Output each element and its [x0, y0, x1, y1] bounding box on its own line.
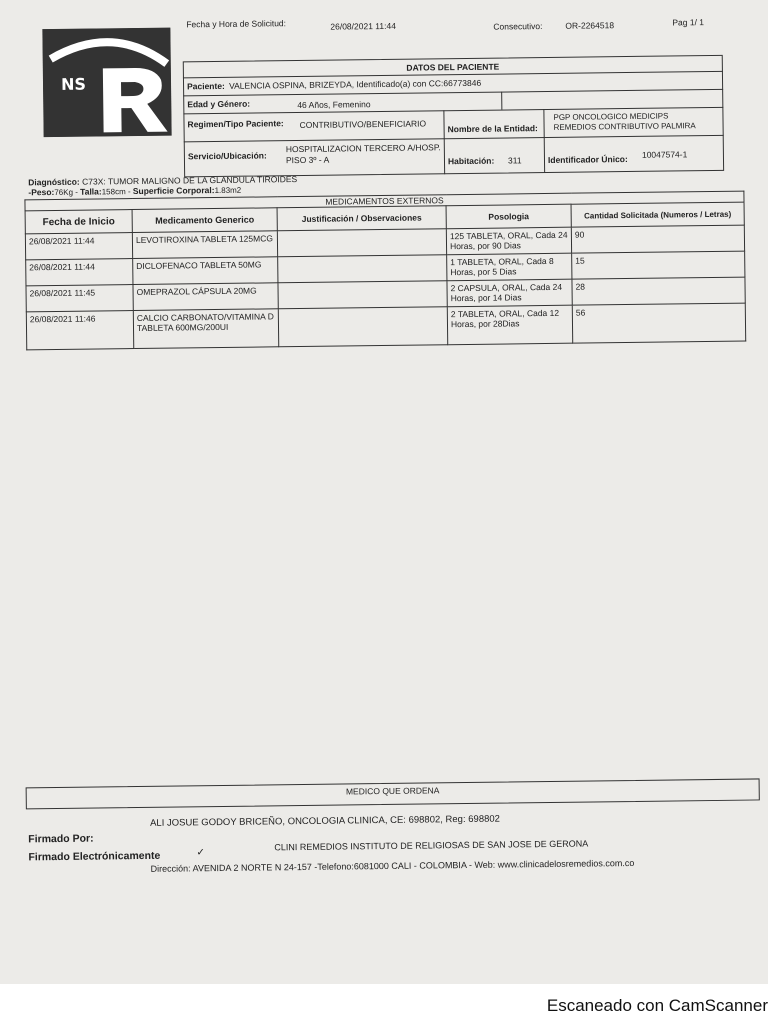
logo-text: NS	[60, 74, 87, 94]
medications-table	[24, 191, 746, 351]
height-label: Talla:	[80, 186, 102, 197]
row-justification	[277, 229, 446, 257]
weight-label: -Peso:	[28, 187, 55, 198]
patient-name-label: Paciente:	[186, 80, 225, 92]
consecutive-value: OR-2264518	[565, 20, 615, 31]
prescription-sheet	[0, 5, 752, 974]
entity-value-line1: PGP ONCOLOGICO MEDICIPS	[553, 111, 669, 122]
row-justification	[278, 281, 447, 309]
institution-name: CLINI REMEDIOS INSTITUTO DE RELIGIOSAS DE SAN JOSE DE GERONA	[274, 838, 589, 853]
regimen-label: Regimen/Tipo Paciente:	[187, 118, 284, 130]
surface-value: 1.83m2	[214, 185, 242, 196]
col-drug: Medicamento Generico	[132, 208, 277, 233]
row-dosage: 2 TABLETA, ORAL, Cada 12 Horas, por 28Dias	[447, 305, 572, 345]
row-quantity: 15	[572, 251, 745, 279]
checkmark-icon: ✓	[196, 847, 205, 859]
row-quantity: 56	[572, 303, 745, 343]
service-label: Servicio/Ubicación:	[187, 150, 267, 162]
vitals-line: -Peso:76Kg - Talla:158cm - Superficie Corporal:1.83m2	[28, 185, 242, 198]
row-dosage: 125 TABLETA, ORAL, Cada 24 Horas, por 90 Dias	[446, 227, 571, 255]
diagnosis-label: Diagnóstico:	[28, 176, 80, 188]
col-justification: Justificación / Observaciones	[277, 206, 446, 231]
row-drug: OMEPRAZOL CÁPSULA 20MG	[133, 283, 278, 311]
entity-label: Nombre de la Entidad:	[447, 123, 538, 135]
room-label: Habitación:	[447, 155, 495, 167]
physician-section-title: MEDICO QUE ORDENA	[345, 785, 440, 797]
row-dosage: 2 CAPSULA, ORAL, Cada 24 Horas, por 14 Dias	[447, 279, 572, 307]
row-date: 26/08/2021 11:44	[26, 259, 133, 286]
service-value-line2: PISO 3º - A	[285, 154, 330, 166]
unique-id-label: Identificador Único:	[547, 153, 628, 165]
institution-address: Dirección: AVENIDA 2 NORTE N 24-157 -Telefono:6081000 CALI - COLOMBIA - Web: www.clinicadelosremedios.com.co	[150, 857, 635, 874]
row-quantity: 90	[571, 225, 744, 253]
row-drug: CALCIO CARBONATO/VITAMINA D TABLETA 600MG/200UI	[133, 309, 278, 349]
row-date: 26/08/2021 11:46	[26, 311, 133, 350]
row-justification	[278, 307, 447, 347]
request-date-label: Fecha y Hora de Solicitud:	[186, 18, 287, 30]
signed-by-label: Firmado Por:	[28, 832, 94, 846]
consecutive-label: Consecutivo:	[493, 21, 543, 32]
entity-value-line2: REMEDIOS CONTRIBUTIVO PALMIRA	[553, 121, 696, 132]
row-date: 26/08/2021 11:44	[25, 233, 132, 260]
request-date-value: 26/08/2021 11:44	[330, 20, 396, 32]
age-gender-value: 46 Años, Femenino	[297, 99, 371, 111]
service-value-line1: HOSPITALIZACION TERCERO A/HOSP.	[285, 142, 441, 155]
col-dosage: Posologia	[446, 204, 571, 229]
diagnosis-value: C73X: TUMOR MALIGNO DE LA GLANDULA TIROIDES	[82, 174, 298, 187]
weight-value: 76Kg	[54, 187, 74, 198]
signed-by-value: ALI JOSUE GODOY BRICEÑO, ONCOLOGIA CLINICA, CE: 698802, Reg: 698802	[149, 813, 500, 829]
height-value: 158cm	[101, 187, 126, 197]
surface-label: Superficie Corporal:	[132, 185, 215, 197]
meds-section-title: MEDICAMENTOS EXTERNOS	[25, 191, 744, 211]
scanner-watermark: Escaneado con CamScanner	[546, 996, 768, 1015]
electronic-sign-label: Firmado Electrónicamente	[28, 849, 161, 864]
regimen-value: CONTRIBUTIVO/BENEFICIARIO	[299, 118, 427, 131]
clinic-logo	[42, 28, 171, 138]
row-drug: DICLOFENACO TABLETA 50MG	[133, 257, 278, 285]
col-quantity: Cantidad Solicitada (Numeros / Letras)	[571, 202, 744, 227]
row-date: 26/08/2021 11:45	[26, 285, 133, 312]
room-value: 311	[507, 155, 522, 166]
row-justification	[278, 255, 447, 283]
patient-name-value: VALENCIA OSPINA, BRIZEYDA, Identificado(a) con CC:66773846	[228, 77, 482, 91]
row-quantity: 28	[572, 277, 745, 305]
row-dosage: 1 TABLETA, ORAL, Cada 8 Horas, por 5 Dias	[447, 253, 572, 281]
age-gender-label: Edad y Género:	[187, 98, 251, 110]
col-start-date: Fecha de Inicio	[25, 210, 132, 234]
unique-id-value: 10047574-1	[641, 149, 688, 160]
patient-section-title: DATOS DEL PACIENTE	[406, 61, 500, 73]
page-number: Pag 1/ 1	[672, 17, 705, 28]
row-drug: LEVOTIROXINA TABLETA 125MCG	[132, 231, 277, 259]
table-row	[26, 303, 745, 350]
